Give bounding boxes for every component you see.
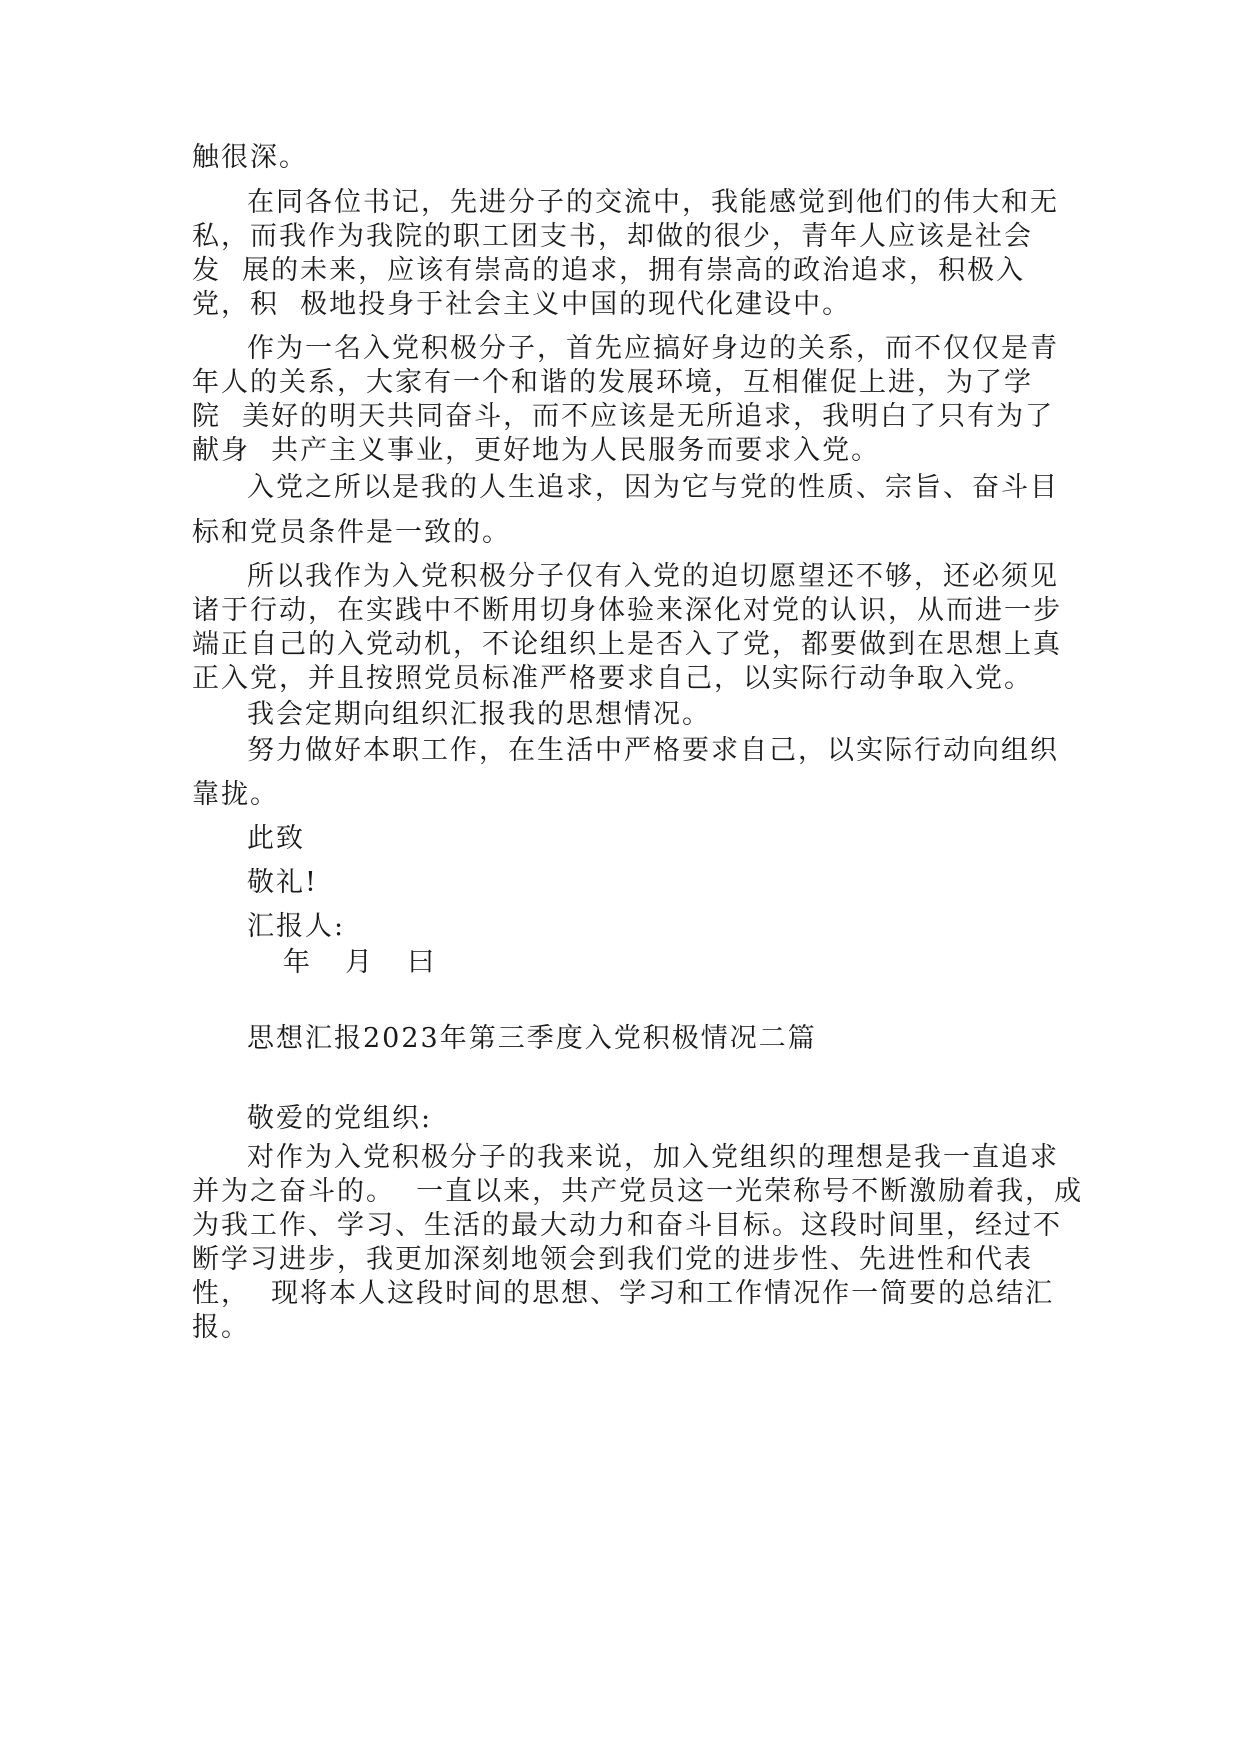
paragraph-line: 入党之所以是我的人生追求，因为它与党的性质、宗旨、奋斗目 bbox=[247, 472, 1059, 503]
paragraph-line: 作为一名入党积极分子，首先应搞好身边的关系，而不仅仅是青 bbox=[247, 333, 1059, 364]
date-line: 年 月 曰 bbox=[283, 947, 441, 978]
paragraph-line: 我会定期向组织汇报我的思想情况。 bbox=[247, 699, 711, 730]
salute-text: 敬礼! bbox=[247, 867, 318, 898]
paragraph-line: 发 展的未来，应该有崇高的追求，拥有崇高的政治追求，积极入 bbox=[192, 255, 1026, 286]
paragraph-line: 努力做好本职工作，在生活中严格要求自己，以实际行动向组织 bbox=[247, 735, 1059, 766]
paragraph-line: 标和党员条件是一致的。 bbox=[192, 517, 511, 548]
paragraph-line: 年人的关系，大家有一个和谐的发展环境，互相催促上进，为了学 bbox=[192, 367, 1033, 398]
paragraph-line: 报。 bbox=[192, 1312, 250, 1343]
paragraph-line: 断学习进步，我更加深刻地领会到我们党的进步性、先进性和代表 bbox=[192, 1244, 1033, 1275]
paragraph-line: 对作为入党积极分子的我来说，加入党组织的理想是我一直追求 bbox=[247, 1142, 1059, 1173]
paragraph-line: 所以我作为入党积极分子仅有入党的迫切愿望还不够，还必须见 bbox=[247, 561, 1059, 592]
paragraph-line: 在同各位书记，先进分子的交流中，我能感觉到他们的伟大和无 bbox=[247, 187, 1059, 218]
paragraph-line: 献身 共产主义事业，更好地为人民服务而要求入党。 bbox=[192, 435, 881, 466]
closing-text: 此致 bbox=[247, 823, 305, 854]
paragraph-line: 性， 现将本人这段时间的思想、学习和工作情况作一简要的总结汇 bbox=[192, 1278, 1055, 1309]
paragraph-line: 正入党，并且按照党员标准严格要求自己，以实际行动争取入党。 bbox=[192, 663, 1033, 694]
paragraph-line: 靠拢。 bbox=[192, 779, 279, 810]
paragraph-line: 触很深。 bbox=[192, 142, 308, 173]
reporter-label: 汇报人: bbox=[247, 911, 346, 942]
paragraph-line: 党，积 极地投身于社会主义中国的现代化建设中。 bbox=[192, 289, 852, 320]
section-title: 思想汇报2023年第三季度入党积极情况二篇 bbox=[247, 1023, 817, 1054]
paragraph-line: 院 美好的明天共同奋斗，而不应该是无所追求，我明白了只有为了 bbox=[192, 401, 1055, 432]
paragraph-line: 诸于行动，在实践中不断用切身体验来深化对党的认识，从而进一步 bbox=[192, 595, 1062, 626]
paragraph-line: 为我工作、学习、生活的最大动力和奋斗目标。这段时间里，经过不 bbox=[192, 1210, 1062, 1241]
paragraph-line: 端正自己的入党动机，不论组织上是否入了党，都要做到在思想上真 bbox=[192, 629, 1062, 660]
paragraph-line: 并为之奋斗的。 一直以来，共产党员这一光荣称号不断激励着我，成 bbox=[192, 1176, 1084, 1207]
paragraph-line: 私，而我作为我院的职工团支书，却做的很少，青年人应该是社会 bbox=[192, 221, 1033, 252]
greeting-text: 敬爱的党组织: bbox=[247, 1103, 433, 1134]
